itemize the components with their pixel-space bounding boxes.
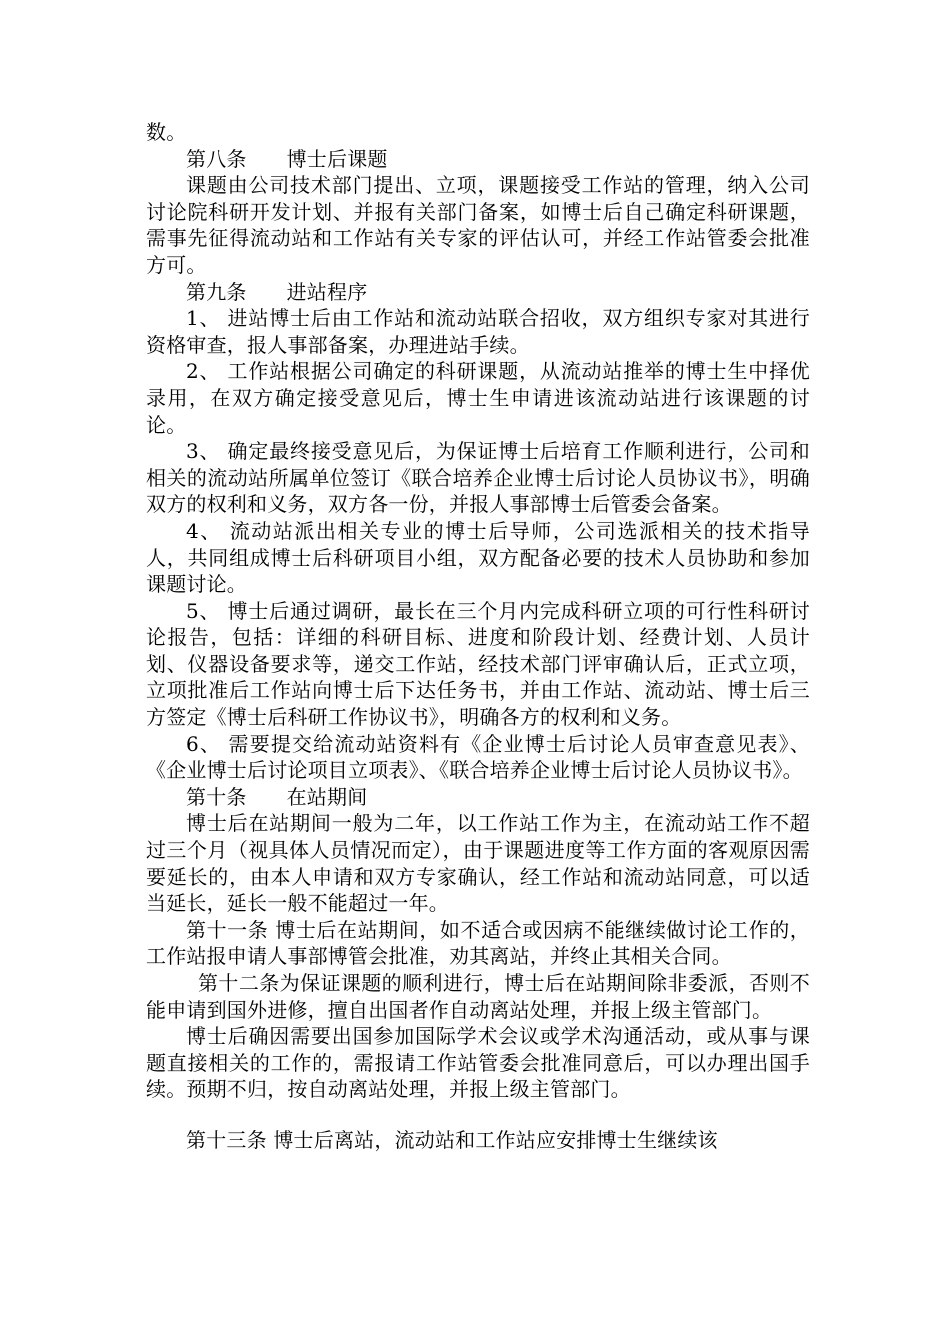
paragraph-spacer xyxy=(146,1103,810,1127)
article-11-paragraph: 第十一条 博士后在站期间，如不适合或因病不能继续做讨论工作的，工作站报申请人事部博管会批准，劝其离站，并终止其相关合同。 xyxy=(146,917,810,969)
article-8-number: 第八条 xyxy=(186,146,247,171)
paragraph-continuation: 数。 xyxy=(146,120,187,144)
article-13-paragraph: 第十三条 博士后离站，流动站和工作站应安排博士生继续该 xyxy=(186,1127,718,1152)
article-9-title: 进站程序 xyxy=(286,279,368,304)
article-8-heading xyxy=(146,146,810,173)
article-9-item-6: 6、 需要提交给流动站资料有《企业博士后讨论人员审查意见表》、《企业博士后讨论项目立项表》、《联合培养企业博士后讨论人员协议书》。 xyxy=(146,731,810,783)
article-9-item-1: 1、 进站博士后由工作站和流动站联合招收，双方组织专家对其进行资格审查，报人事部备案，办理进站手续。 xyxy=(146,306,810,357)
article-9-number: 第九条 xyxy=(186,279,247,304)
article-10-heading xyxy=(146,784,810,811)
article-9-item-2: 2、 工作站根据公司确定的科研课题，从流动站推举的博士生中择优录用，在双方确定接受意见后，博士生申请进该流动站进行该课题的讨论。 xyxy=(146,359,810,437)
article-8-title: 博士后课题 xyxy=(286,146,388,171)
article-10-title: 在站期间 xyxy=(286,784,368,809)
document-body xyxy=(146,119,810,1154)
article-8-paragraph: 课题由公司技术部门提出、立项，课题接受工作站的管理，纳入公司讨论院科研开发计划、并报有关部门备案，如博士后自己确定科研课题，需事先征得流动站和工作站有关专家的评估认可，并经工作站管委会批准方可。 xyxy=(146,173,810,277)
article-10-number: 第十条 xyxy=(186,784,247,809)
article-9-item-3: 3、 确定最终接受意见后，为保证博士后培育工作顺利进行，公司和相关的流动站所属单位签订《联合培养企业博士后讨论人员协议书》，明确双方的权利和义务，双方各一份，并报人事部博士后管委会备案。 xyxy=(146,439,810,517)
article-9-item-5: 5、 博士后通过调研，最长在三个月内完成科研立项的可行性科研讨论报告，包括：详细的科研目标、进度和阶段计划、经费计划、人员计划、仪器设备要求等，递交工作站，经技术部门评审确认后，正式立项，立项批准后工作站向博士后下达任务书，并由工作站、流动站、博士后三方签定《博士后科研工作协议书》，明确各方的权利和义务。 xyxy=(146,598,810,730)
article-10-paragraph: 博士后在站期间一般为二年，以工作站工作为主，在流动站工作不超过三个月（视具体人员情况而定），由于课题进度等工作方面的客观原因需要延长的，由本人申请和双方专家确认，经工作站和流动站同意，可以适当延长，延长一般不能超过一年。 xyxy=(146,811,810,916)
article-12-supplement: 博士后确因需要出国参加国际学术会议或学术沟通活动，或从事与课题直接相关的工作的，需报请工作站管委会批准同意后，可以办理出国手续。预期不归，按自动离站处理，并报上级主管部门。 xyxy=(146,1024,810,1102)
article-12-paragraph: 第十二条为保证课题的顺利进行，博士后在站期间除非委派，否则不能申请到国外进修，擅自出国者作自动离站处理，并报上级主管部门。 xyxy=(146,971,810,1022)
article-9-item-4: 4、 流动站派出相关专业的博士后导师，公司选派相关的技术指导人，共同组成博士后科研项目小组，双方配备必要的技术人员协助和参加课题讨论。 xyxy=(146,518,810,597)
article-9-heading xyxy=(146,279,810,306)
